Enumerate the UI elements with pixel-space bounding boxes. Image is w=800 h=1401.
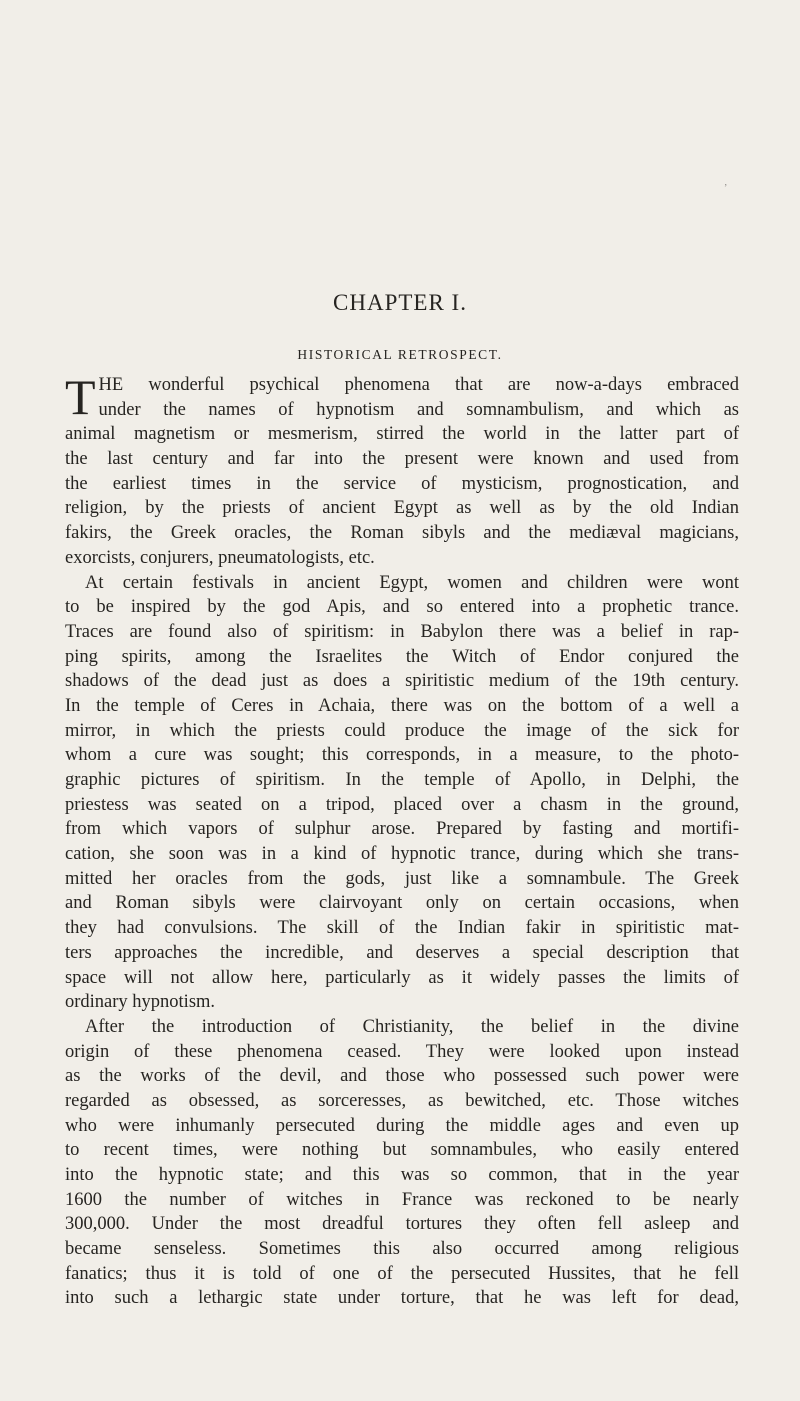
text-line: graphic pictures of spiritism. In the temple of Apollo, in Delphi, the [65,770,739,790]
text-line: under the names of hypnotism and somnambulism, and which as [98,399,739,420]
text-line: religion, by the priests of ancient Egypt as well as by the old Indian [65,498,739,519]
text-line: 1600 the number of witches in France was reckoned to be nearly [65,1189,739,1210]
text-line: space will not allow here, particularly as it widely passes the limits of [65,967,739,988]
text-line: and Roman sibyls were clairvoyant only on certain occasions, when [65,893,739,914]
text-line: shadows of the dead just as does a spiritistic medium of the 19th century. [65,671,739,692]
text-line: fakirs, the Greek oracles, the Roman sibyls and the mediæval magicians, [65,523,739,544]
section-title: HISTORICAL RETROSPECT. [297,347,503,362]
text-line: 300,000. Under the most dreadful tortures they often fell asleep and [65,1214,739,1235]
text-line: as the works of the devil, and those who possessed such power were [65,1066,739,1087]
text-line: from which vapors of sulphur arose. Prepared by fasting and mortifi- [65,819,739,840]
text-line: into such a lethargic state under torture, that he was left for dead, [65,1288,739,1309]
text-line: After the introduction of Christianity, the belief in the divine [85,1016,739,1037]
text-line: exorcists, conjurers, pneumatologists, etc. [65,547,375,568]
text-line: HE wonderful psychical phenomena that are now-a-days embraced [98,375,739,395]
corner-mark: ’ [724,183,728,194]
text-line: into the hypnotic state; and this was so common, that in the year [65,1165,739,1185]
text-line: ping spirits, among the Israelites the Witch of Endor conjured the [65,646,739,667]
text-line: mitted her oracles from the gods, just like a somnambule. The Greek [65,868,739,889]
drop-cap: T [65,369,96,425]
text-line: cation, she soon was in a kind of hypnotic trance, during which she trans- [65,844,739,865]
body-text [65,369,739,1311]
text-line: In the temple of Ceres in Achaia, there was on the bottom of a well a [65,695,739,716]
text-line: ordinary hypnotism. [65,992,216,1013]
text-line: the last century and far into the present were known and used from [65,449,739,470]
text-line: animal magnetism or mesmerism, stirred the world in the latter part of [65,424,739,445]
text-line: At certain festivals in ancient Egypt, women and children were wont [85,572,739,593]
text-line: whom a cure was sought; this corresponds, in a measure, to the photo- [65,745,739,766]
text-line: mirror, in which the priests could produce the image of the sick for [65,720,739,741]
text-line: Traces are found also of spiritism: in Babylon there was a belief in rap- [65,621,739,642]
text-line: priestess was seated on a tripod, placed over a chasm in the ground, [65,794,739,815]
text-line: who were inhumanly persecuted during the middle ages and even up [65,1115,739,1136]
text-line: the earliest times in the service of mysticism, prognostication, and [65,473,739,494]
text-line: regarded as obsessed, as sorceresses, as bewitched, etc. Those witches [65,1090,739,1111]
text-line: to recent times, were nothing but somnambules, who easily entered [65,1140,739,1161]
text-line: they had convulsions. The skill of the Indian fakir in spiritistic mat- [65,918,739,939]
chapter-title: CHAPTER I. [333,290,467,315]
text-line: fanatics; thus it is told of one of the persecuted Hussites, that he fell [65,1263,739,1284]
text-line: origin of these phenomena ceased. They were looked upon instead [65,1041,739,1062]
text-line: ters approaches the incredible, and deserves a special description that [65,942,739,963]
text-line: to be inspired by the god Apis, and so entered into a prophetic trance. [65,597,739,618]
text-line: became senseless. Sometimes this also occurred among religious [65,1239,739,1260]
